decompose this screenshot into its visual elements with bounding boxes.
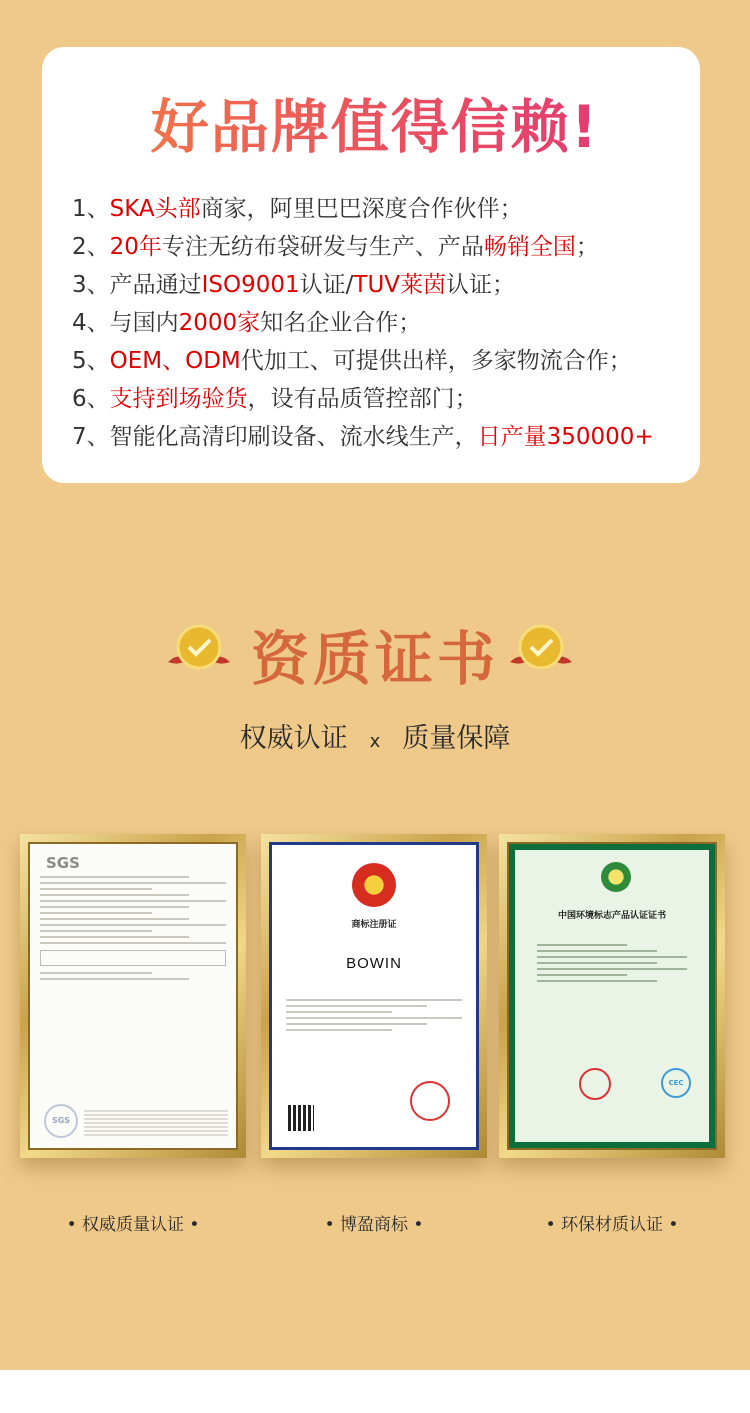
feature-highlight: 畅销全国 xyxy=(483,234,576,260)
feature-item xyxy=(72,266,692,304)
headline: 好品牌值得信赖! xyxy=(0,80,750,164)
certificate-frame-environmental xyxy=(499,834,725,1158)
medal-icon xyxy=(506,622,576,678)
cec-mark-icon: CEC xyxy=(661,1068,691,1098)
feature-highlight: 支持到场验货 xyxy=(109,386,248,412)
feature-item xyxy=(72,342,692,380)
feature-text: 6、 xyxy=(72,386,110,412)
section-title: 资质证书 xyxy=(250,625,499,693)
certificate-frame-sgs xyxy=(20,834,246,1158)
feature-item xyxy=(72,228,692,266)
feature-text: 2、 xyxy=(72,234,110,260)
trademark-certificate-image xyxy=(269,842,479,1150)
feature-text: 知名企业合作； xyxy=(260,310,422,336)
certificate-caption: • 环保材质认证 • xyxy=(545,1215,679,1235)
environment-logo-icon xyxy=(601,862,631,892)
subtitle-separator: x xyxy=(369,731,381,752)
feature-highlight: 日产量350000+ xyxy=(477,424,654,450)
environmental-title: 中国环境标志产品认证证书 xyxy=(557,911,666,921)
feature-highlight: OEM、ODM xyxy=(109,348,241,374)
feature-text: 1、 xyxy=(72,196,110,222)
feature-highlight: 2000家 xyxy=(178,310,261,336)
feature-text: 7、智能化高清印刷设备、流水线生产， xyxy=(72,424,478,450)
certificate-caption: • 博盈商标 • xyxy=(324,1215,424,1235)
feature-text: 代加工、可提供出样，多家物流合作； xyxy=(240,348,632,374)
feature-highlight: 20年 xyxy=(109,234,162,260)
sgs-report-image xyxy=(28,842,238,1150)
certificate-caption: • 权威质量认证 • xyxy=(66,1215,200,1235)
trademark-brand: BOWIN xyxy=(346,955,402,972)
sgs-logo: SGS xyxy=(46,854,80,872)
qr-code-icon xyxy=(288,1105,314,1131)
subtitle-left: 权威认证 xyxy=(239,723,348,754)
feature-text: 商家，阿里巴巴深度合作伙伴； xyxy=(200,196,523,222)
feature-item xyxy=(72,380,692,418)
official-seal-icon xyxy=(579,1068,611,1100)
section-subtitle xyxy=(0,716,750,755)
feature-text: ； xyxy=(575,234,599,260)
feature-text: 认证/ xyxy=(299,272,354,298)
feature-text: ，设有品质管控部门； xyxy=(247,386,478,412)
feature-text: 专注无纺布袋研发与生产、产品 xyxy=(161,234,484,260)
feature-text: 4、与国内 xyxy=(72,310,179,336)
feature-text: 5、 xyxy=(72,348,110,374)
feature-highlight: TUV莱茵 xyxy=(353,272,447,298)
certificate-frame-trademark xyxy=(261,834,487,1158)
subtitle-right: 质量保障 xyxy=(402,723,511,754)
feature-highlight: ISO9001 xyxy=(201,272,300,298)
feature-text: 认证； xyxy=(446,272,516,298)
national-emblem-icon xyxy=(352,863,396,907)
feature-list xyxy=(72,190,692,456)
feature-item xyxy=(72,418,692,456)
official-seal-icon xyxy=(410,1081,450,1121)
bottom-strip xyxy=(0,1370,750,1413)
feature-highlight: SKA头部 xyxy=(109,196,201,222)
sgs-seal: SGS xyxy=(44,1104,78,1138)
feature-item xyxy=(72,190,692,228)
trademark-title: 商标注册证 xyxy=(351,920,397,930)
feature-text: 3、产品通过 xyxy=(72,272,202,298)
feature-item xyxy=(72,304,692,342)
environmental-certificate-image xyxy=(507,842,717,1150)
